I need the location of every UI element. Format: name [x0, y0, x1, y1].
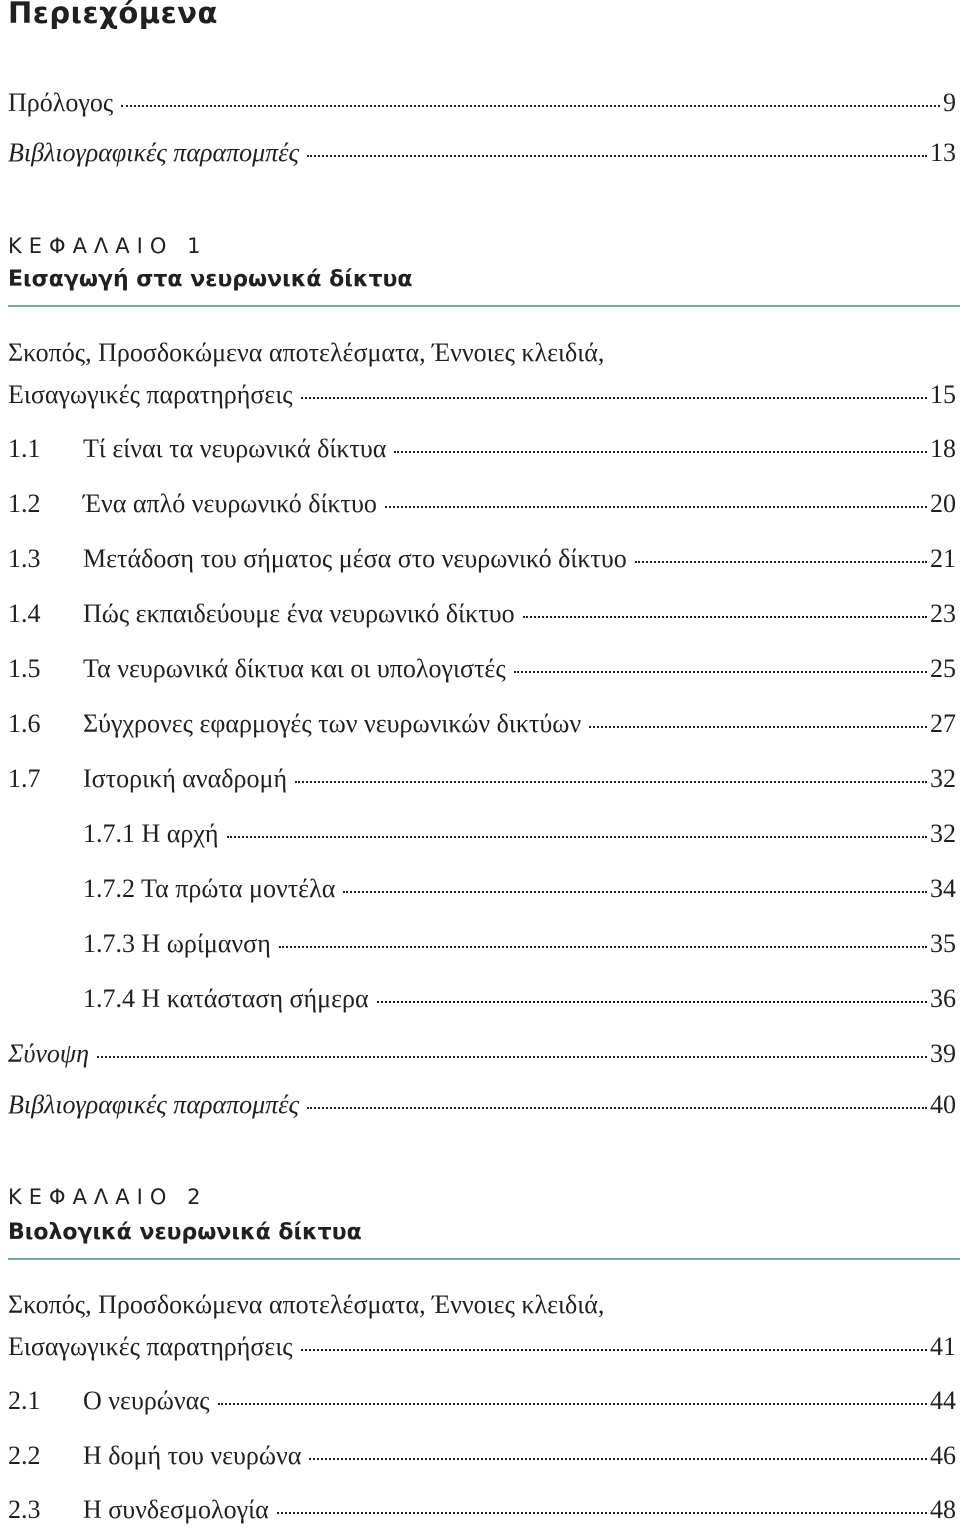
toc-entry-intro[interactable]: [8, 380, 956, 410]
toc-entry-text: 1.7.3 Η ωρίμανση: [83, 929, 271, 958]
toc-entry-text: Εισαγωγικές παρατηρήσεις: [8, 1332, 293, 1361]
toc-entry-section[interactable]: [8, 434, 956, 464]
toc-entry-summary[interactable]: [8, 1039, 956, 1069]
section-number: 1.3: [8, 544, 41, 573]
dot-leader: [589, 724, 927, 728]
page-title: Περιεχόμενα: [8, 0, 218, 30]
toc-entry-page: 25: [930, 654, 956, 683]
toc-entry-text: 1.7.2 Τα πρώτα μοντέλα: [83, 874, 336, 903]
toc-entry-section[interactable]: [8, 1386, 956, 1416]
toc-entry-intro[interactable]: [8, 1332, 956, 1362]
dot-leader: [218, 1401, 927, 1405]
chapter-intro-line: Σκοπός, Προσδοκώμενα αποτελέσματα, Έννοιες κλειδιά,: [8, 338, 605, 367]
section-number: 2.3: [8, 1495, 41, 1524]
toc-entry-page: 46: [930, 1441, 956, 1470]
toc-entry-subsection[interactable]: [8, 929, 956, 959]
dot-leader: [514, 669, 927, 673]
toc-entry-page: 18: [930, 434, 956, 463]
chapter-divider: [8, 1258, 960, 1260]
toc-entry-page: 34: [930, 874, 956, 903]
toc-entry-section[interactable]: [8, 654, 956, 684]
dot-leader: [309, 1456, 927, 1460]
toc-entry-page: 20: [930, 489, 956, 518]
toc-entry-subsection[interactable]: [8, 984, 956, 1014]
toc-entry-page: 13: [930, 138, 956, 167]
section-number: 1.4: [8, 599, 41, 628]
chapter-title[interactable]: Βιολογικά νευρωνικά δίκτυα: [8, 1220, 362, 1245]
dot-leader: [635, 559, 927, 563]
toc-entry-section[interactable]: [8, 764, 956, 794]
toc-entry-text: Τί είναι τα νευρωνικά δίκτυα: [83, 434, 387, 463]
toc-entry-section[interactable]: [8, 1495, 956, 1525]
dot-leader: [295, 779, 927, 783]
dot-leader: [307, 1105, 927, 1109]
dot-leader: [301, 1347, 927, 1351]
section-number: 1.1: [8, 434, 41, 463]
dot-leader: [227, 834, 927, 838]
toc-entry-page: 32: [930, 819, 956, 848]
toc-entry-text: Σύνοψη: [8, 1039, 89, 1068]
section-number: 1.5: [8, 654, 41, 683]
dot-leader: [307, 153, 927, 157]
section-number: 2.2: [8, 1441, 41, 1470]
toc-entry-page: 21: [930, 544, 956, 573]
toc-entry-text: Ένα απλό νευρωνικό δίκτυο: [83, 489, 377, 518]
toc-entry-page: 15: [930, 380, 956, 409]
dot-leader: [279, 944, 927, 948]
toc-entry-prologue[interactable]: [8, 88, 956, 118]
toc-entry-text: Η δομή του νευρώνα: [83, 1441, 302, 1470]
toc-entry-text: Ιστορική αναδρομή: [83, 764, 288, 793]
toc-entry-section[interactable]: [8, 1441, 956, 1471]
dot-leader: [394, 449, 927, 453]
dot-leader: [277, 1510, 927, 1514]
toc-entry-text: Τα νευρωνικά δίκτυα και οι υπολογιστές: [83, 654, 506, 683]
toc-entry-subsection[interactable]: [8, 874, 956, 904]
section-number: 1.2: [8, 489, 41, 518]
dot-leader: [121, 103, 940, 107]
toc-entry-page: 27: [930, 709, 956, 738]
section-number: 1.7: [8, 764, 41, 793]
chapter-divider: [8, 305, 960, 307]
toc-entry-text: Βιβλιογραφικές παραπομπές: [8, 1090, 299, 1119]
dot-leader: [343, 889, 927, 893]
toc-entry-text: 1.7.4 Η κατάσταση σήμερα: [83, 984, 369, 1013]
toc-entry-page: 39: [930, 1039, 956, 1068]
dot-leader: [385, 504, 927, 508]
toc-entry-page: 36: [930, 984, 956, 1013]
toc-entry-section[interactable]: [8, 709, 956, 739]
toc-entry-text: Πρόλογος: [8, 88, 114, 117]
chapter-title[interactable]: Εισαγωγή στα νευρωνικά δίκτυα: [8, 267, 413, 292]
section-number: 1.6: [8, 709, 41, 738]
toc-entry-text: Η συνδεσμολογία: [83, 1495, 269, 1524]
chapter-intro-line: Σκοπός, Προσδοκώμενα αποτελέσματα, Έννοιες κλειδιά,: [8, 1290, 605, 1319]
toc-entry-text: Σύγχρονες εφαρμογές των νευρωνικών δικτύων: [83, 709, 582, 738]
dot-leader: [523, 614, 927, 618]
dot-leader: [97, 1054, 927, 1058]
toc-entry-text: 1.7.1 Η αρχή: [83, 819, 219, 848]
toc-entry-page: 32: [930, 764, 956, 793]
toc-entry-text: Εισαγωγικές παρατηρήσεις: [8, 380, 293, 409]
toc-entry-page: 48: [930, 1495, 956, 1524]
dot-leader: [301, 395, 927, 399]
toc-entry-section[interactable]: [8, 544, 956, 574]
toc-entry-text: Βιβλιογραφικές παραπομπές: [8, 138, 299, 167]
toc-entry-section[interactable]: [8, 599, 956, 629]
dot-leader: [377, 999, 927, 1003]
toc-entry-text: Μετάδοση του σήματος μέσα στο νευρωνικό δίκτυο: [83, 544, 627, 573]
toc-entry-section[interactable]: [8, 489, 956, 519]
toc-entry-subsection[interactable]: [8, 819, 956, 849]
toc-entry-text: Ο νευρώνας: [83, 1386, 210, 1415]
toc-entry-page: 40: [930, 1090, 956, 1119]
chapter-label: ΚΕΦΑΛΑΙΟ 2: [8, 1185, 208, 1209]
section-number: 2.1: [8, 1386, 41, 1415]
toc-entry-references[interactable]: [8, 138, 956, 168]
toc-entry-page: 44: [930, 1386, 956, 1415]
chapter-label: ΚΕΦΑΛΑΙΟ 1: [8, 234, 208, 258]
toc-entry-text: Πώς εκπαιδεύουμε ένα νευρωνικό δίκτυο: [83, 599, 515, 628]
toc-entry-page: 41: [930, 1332, 956, 1361]
toc-entry-page: 9: [943, 88, 956, 117]
toc-entry-page: 35: [930, 929, 956, 958]
toc-entry-page: 23: [930, 599, 956, 628]
toc-entry-references[interactable]: [8, 1090, 956, 1120]
